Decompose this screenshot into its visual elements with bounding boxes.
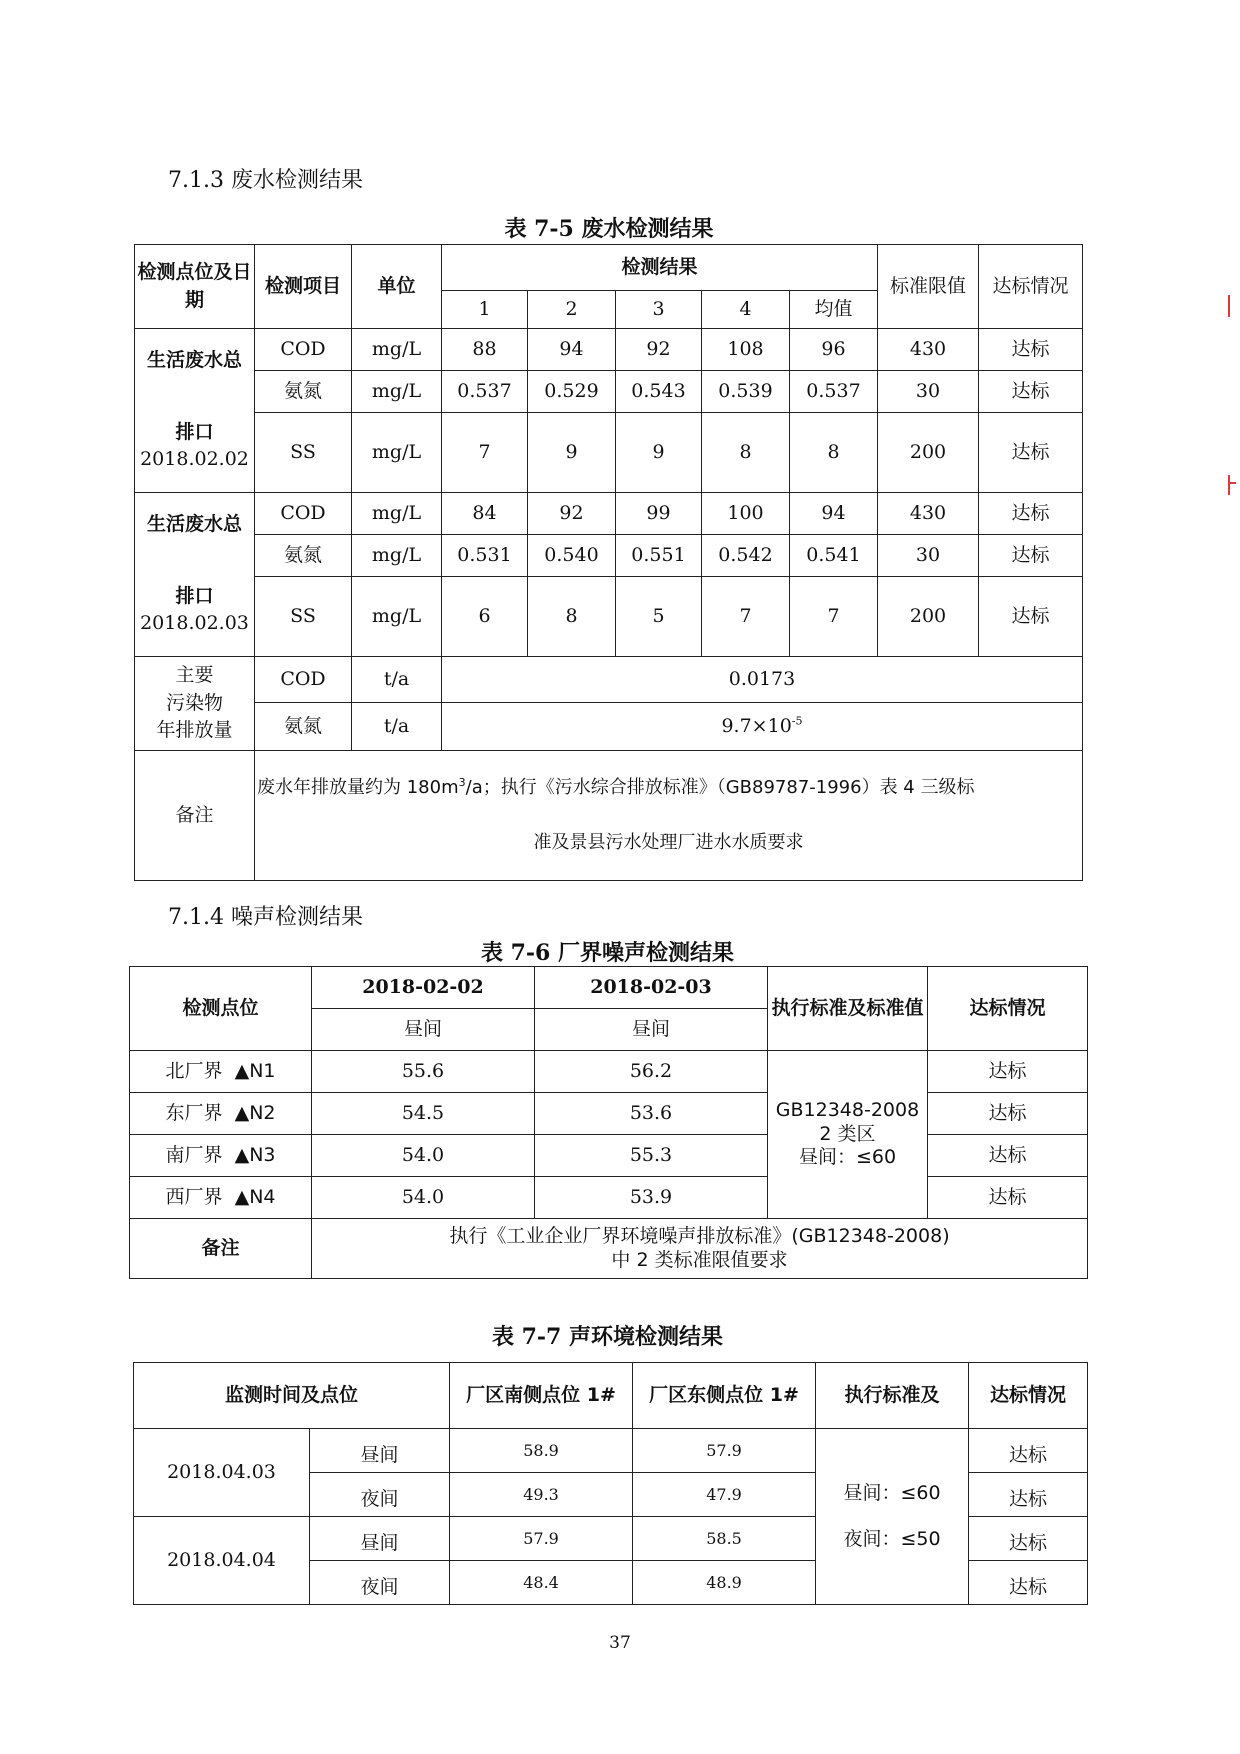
header-n2: 2 (528, 291, 616, 329)
remark-line1: 执行《工业企业厂界环境噪声排放标准》(GB12348-2008) (449, 1224, 950, 1247)
section-heading-7-1-3: 7.1.3 废水检测结果 (168, 168, 363, 193)
site-date: 2018.02.03 (140, 612, 249, 635)
header-standard: 执行标准及 (816, 1363, 969, 1429)
value-cell: 56.2 (535, 1051, 768, 1093)
value-cell: 100 (702, 493, 790, 535)
table-7-6 (129, 966, 1088, 1279)
value-cell: 57.9 (450, 1517, 633, 1561)
annual-label-line1: 主要 (175, 664, 214, 687)
table-7-7 (133, 1362, 1088, 1605)
value-cell: 0.542 (702, 535, 790, 577)
item-cell: SS (255, 413, 352, 493)
item-cell: COD (255, 493, 352, 535)
status-cell: 达标 (979, 371, 1083, 413)
header-avg: 均值 (790, 291, 878, 329)
header-item: 检测项目 (255, 245, 352, 329)
site-cell (130, 1051, 312, 1093)
status-cell: 达标 (969, 1517, 1088, 1561)
site-cell-group1 (135, 329, 255, 493)
value-cell: 54.5 (312, 1093, 535, 1135)
status-cell: 达标 (979, 329, 1083, 371)
limit-cell: 30 (878, 371, 979, 413)
date-cell: 2018.04.04 (134, 1517, 310, 1605)
value-cell: 9 (616, 413, 702, 493)
status-cell: 达标 (969, 1473, 1088, 1517)
standard-day: 昼间：≤60 (843, 1481, 941, 1504)
header-day2: 昼间 (535, 1009, 768, 1051)
value-cell: 0.529 (528, 371, 616, 413)
remark-label: 备注 (130, 1219, 312, 1279)
scan-mark (1228, 475, 1230, 495)
standard-line3: 昼间：≤60 (798, 1146, 897, 1169)
unit-cell: mg/L (352, 577, 442, 657)
value-cell: 99 (616, 493, 702, 535)
status-cell: 达标 (969, 1561, 1088, 1605)
period-cell: 昼间 (310, 1517, 450, 1561)
avg-cell: 0.537 (790, 371, 878, 413)
header-date1: 2018-02-02 (312, 967, 535, 1009)
value-cell: 53.6 (535, 1093, 768, 1135)
value-cell: 54.0 (312, 1135, 535, 1177)
remark-line2: 准及景县污水处理厂进水水质要求 (533, 831, 804, 853)
avg-cell: 0.541 (790, 535, 878, 577)
value-cell: 55.3 (535, 1135, 768, 1177)
status-cell: 达标 (979, 493, 1083, 535)
remark-line1 (257, 775, 1080, 801)
header-site-date: 检测点位及日期 (135, 245, 255, 329)
status-cell: 达标 (928, 1135, 1088, 1177)
remark-content (312, 1219, 1088, 1279)
status-cell: 达标 (979, 535, 1083, 577)
site-name: 南厂界 (165, 1143, 223, 1166)
item-cell: SS (255, 577, 352, 657)
value-cell: 5 (616, 577, 702, 657)
item-cell: COD (255, 329, 352, 371)
value-cell: 88 (442, 329, 528, 371)
remark-content (255, 751, 1083, 881)
value-cell: 6 (442, 577, 528, 657)
table-7-6-caption: 表 7-6 厂界噪声检测结果 (480, 940, 735, 966)
annual-label-line3: 年排放量 (156, 719, 233, 742)
status-cell: 达标 (928, 1177, 1088, 1219)
header-n1: 1 (442, 291, 528, 329)
section-heading-7-1-4: 7.1.4 噪声检测结果 (168, 905, 363, 930)
table-7-5-caption: 表 7-5 废水检测结果 (504, 216, 714, 242)
header-status: 达标情况 (979, 245, 1083, 329)
unit-cell: mg/L (352, 413, 442, 493)
header-standard: 执行标准及标准值 (768, 967, 928, 1051)
value-cell: 0.537 (442, 371, 528, 413)
site-marker: ▲N1 (234, 1059, 276, 1082)
unit-cell: t/a (352, 703, 442, 751)
date-cell: 2018.04.03 (134, 1429, 310, 1517)
standard-cell (816, 1429, 969, 1605)
header-status: 达标情况 (969, 1363, 1088, 1429)
value-cell: 53.9 (535, 1177, 768, 1219)
site-cell (130, 1093, 312, 1135)
standard-cell (768, 1051, 928, 1219)
header-limit: 标准限值 (878, 245, 979, 329)
header-site: 检测点位 (130, 967, 312, 1051)
value-cell: 7 (702, 577, 790, 657)
remark-sup: 3 (458, 776, 466, 790)
table-7-7-caption: 表 7-7 声环境检测结果 (491, 1324, 724, 1350)
site-cell (130, 1135, 312, 1177)
status-cell: 达标 (928, 1093, 1088, 1135)
table-7-5 (134, 244, 1083, 881)
value-cell: 0.540 (528, 535, 616, 577)
value-cell: 48.4 (450, 1561, 633, 1605)
limit-cell: 430 (878, 329, 979, 371)
avg-cell: 8 (790, 413, 878, 493)
limit-cell: 430 (878, 493, 979, 535)
site-name: 北厂界 (165, 1059, 223, 1082)
header-status: 达标情况 (928, 967, 1088, 1051)
header-results: 检测结果 (442, 245, 878, 291)
value-cell: 92 (616, 329, 702, 371)
scan-mark (1228, 482, 1236, 484)
value-cell: 58.5 (633, 1517, 816, 1561)
limit-cell: 200 (878, 413, 979, 493)
value-cell: 47.9 (633, 1473, 816, 1517)
limit-cell: 200 (878, 577, 979, 657)
avg-cell: 94 (790, 493, 878, 535)
annual-cod-value: 0.0173 (442, 657, 1083, 703)
annual-nh-value (442, 703, 1083, 751)
status-cell: 达标 (928, 1051, 1088, 1093)
header-east: 厂区东侧点位 1# (633, 1363, 816, 1429)
site-cell-group2 (135, 493, 255, 657)
period-cell: 夜间 (310, 1473, 450, 1517)
period-cell: 夜间 (310, 1561, 450, 1605)
standard-line2: 2 类区 (819, 1122, 876, 1145)
header-south: 厂区南侧点位 1# (450, 1363, 633, 1429)
site-marker: ▲N4 (234, 1185, 276, 1208)
period-cell: 昼间 (310, 1429, 450, 1473)
annual-nh-exponent: -5 (791, 714, 803, 728)
limit-cell: 30 (878, 535, 979, 577)
value-cell: 9 (528, 413, 616, 493)
header-day1: 昼间 (312, 1009, 535, 1051)
annual-label-line2: 污染物 (165, 691, 223, 714)
value-cell: 55.6 (312, 1051, 535, 1093)
scan-mark (1228, 295, 1230, 317)
value-cell: 0.539 (702, 371, 790, 413)
value-cell: 49.3 (450, 1473, 633, 1517)
header-time-site: 监测时间及点位 (134, 1363, 450, 1429)
item-cell: 氨氮 (255, 535, 352, 577)
site-name-line2: 排口 (175, 584, 214, 607)
value-cell: 94 (528, 329, 616, 371)
site-name: 西厂界 (165, 1185, 223, 1208)
site-cell (130, 1177, 312, 1219)
value-cell: 108 (702, 329, 790, 371)
site-marker: ▲N3 (234, 1143, 276, 1166)
value-cell: 57.9 (633, 1429, 816, 1473)
remark-line1-b: /a；执行《污水综合排放标准》（GB89787-1996）表 4 三级标 (465, 777, 975, 799)
remark-label: 备注 (135, 751, 255, 881)
site-marker: ▲N2 (234, 1101, 276, 1124)
header-unit: 单位 (352, 245, 442, 329)
unit-cell: mg/L (352, 329, 442, 371)
page-number: 37 (609, 1633, 631, 1653)
value-cell: 8 (528, 577, 616, 657)
header-n3: 3 (616, 291, 702, 329)
site-date: 2018.02.02 (140, 448, 249, 471)
remark-line1-a: 废水年排放量约为 180m (257, 777, 459, 799)
unit-cell: t/a (352, 657, 442, 703)
site-name: 东厂界 (165, 1101, 223, 1124)
item-cell: 氨氮 (255, 703, 352, 751)
unit-cell: mg/L (352, 371, 442, 413)
value-cell: 92 (528, 493, 616, 535)
value-cell: 0.531 (442, 535, 528, 577)
unit-cell: mg/L (352, 493, 442, 535)
site-name-line1: 生活废水总 (146, 513, 242, 536)
standard-line1: GB12348-2008 (775, 1098, 920, 1121)
value-cell: 8 (702, 413, 790, 493)
header-n4: 4 (702, 291, 790, 329)
standard-night: 夜间：≤50 (843, 1527, 941, 1550)
annual-emission-label (135, 657, 255, 751)
status-cell: 达标 (979, 413, 1083, 493)
avg-cell: 7 (790, 577, 878, 657)
avg-cell: 96 (790, 329, 878, 371)
site-name-line2: 排口 (175, 420, 214, 443)
site-name-line1: 生活废水总 (146, 349, 242, 372)
item-cell: 氨氮 (255, 371, 352, 413)
value-cell: 84 (442, 493, 528, 535)
remark-line2: 中 2 类标准限值要求 (611, 1248, 788, 1271)
header-date2: 2018-02-03 (535, 967, 768, 1009)
value-cell: 54.0 (312, 1177, 535, 1219)
item-cell: COD (255, 657, 352, 703)
value-cell: 48.9 (633, 1561, 816, 1605)
value-cell: 7 (442, 413, 528, 493)
status-cell: 达标 (969, 1429, 1088, 1473)
value-cell: 0.543 (616, 371, 702, 413)
annual-nh-base: 9.7×10 (721, 714, 792, 737)
value-cell: 0.551 (616, 535, 702, 577)
status-cell: 达标 (979, 577, 1083, 657)
unit-cell: mg/L (352, 535, 442, 577)
value-cell: 58.9 (450, 1429, 633, 1473)
